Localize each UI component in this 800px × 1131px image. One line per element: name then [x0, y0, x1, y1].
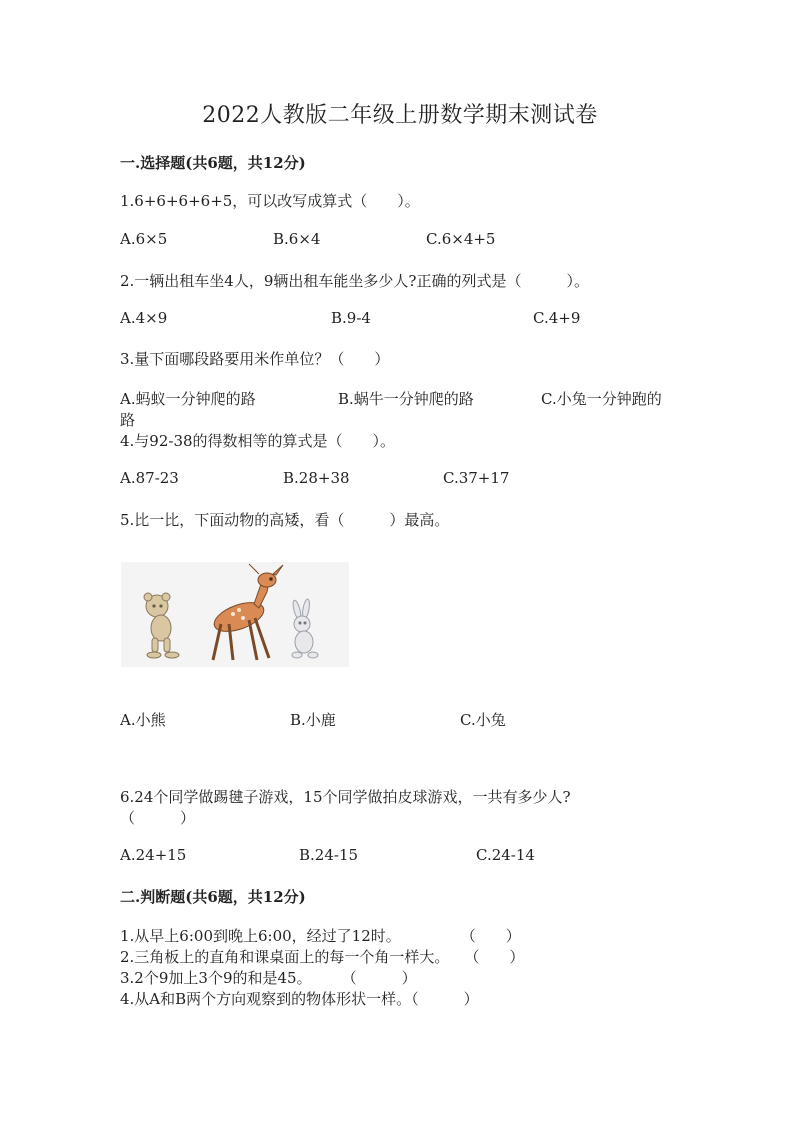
question-1: 1.6+6+6+6+5，可以改写成算式（ ）。 [120, 192, 420, 210]
q5-option-b: B.小鹿 [290, 711, 336, 729]
judgement-item-1: 1.从早上6:00到晚上6:00，经过了12时。 （ ） [120, 927, 521, 945]
q1-option-a: A.6×5 [120, 230, 168, 248]
animals-illustration [121, 562, 349, 667]
q2-option-b: B.9-4 [331, 309, 371, 327]
judgement-item-3: 3.2个9加上3个9的和是45。 （ ） [120, 969, 417, 987]
q3-option-a: A.蚂蚁一分钟爬的路 [120, 390, 256, 408]
q1-option-c: C.6×4+5 [426, 230, 496, 248]
judgement-item-2: 2.三角板上的直角和课桌面上的每一个角一样大。 （ ） [120, 948, 525, 966]
section-heading-choice: 一.选择题(共6题，共12分) [120, 154, 306, 172]
q4-option-b: B.28+38 [283, 469, 350, 487]
q3-option-c-wrap: 路 [120, 411, 136, 429]
question-6-answer-blank: （ ） [120, 809, 196, 827]
q5-option-a: A.小熊 [120, 711, 166, 729]
q1-option-b: B.6×4 [273, 230, 321, 248]
q3-option-b: B.蜗牛一分钟爬的路 [338, 390, 474, 408]
q4-option-c: C.37+17 [443, 469, 510, 487]
page-title: 2022人教版二年级上册数学期末测试卷 [202, 103, 598, 128]
q6-option-b: B.24-15 [299, 846, 359, 864]
deer-figure [210, 564, 283, 660]
q6-option-c: C.24-14 [476, 846, 535, 864]
question-3: 3.量下面哪段路要用米作单位？（ ） [120, 350, 390, 368]
question-6: 6.24个同学做踢毽子游戏，15个同学做拍皮球游戏，一共有多少人? [120, 788, 571, 806]
judgement-item-4: 4.从A和B两个方向观察到的物体形状一样。（ ） [120, 990, 479, 1008]
rabbit-figure [292, 599, 318, 658]
q2-option-c: C.4+9 [533, 309, 581, 327]
q2-option-a: A.4×9 [120, 309, 168, 327]
section-heading-judgement: 二.判断题(共6题，共12分) [120, 888, 306, 906]
q3-option-c: C.小兔一分钟跑的 [541, 390, 662, 408]
bear-figure [144, 593, 179, 658]
question-4: 4.与92-38的得数相等的算式是（ ）。 [120, 432, 396, 450]
q4-option-a: A.87-23 [120, 469, 179, 487]
q6-option-a: A.24+15 [120, 846, 187, 864]
question-2: 2.一辆出租车坐4人，9辆出租车能坐多少人?正确的列式是（ ）。 [120, 272, 589, 290]
q5-option-c: C.小兔 [460, 711, 506, 729]
question-5: 5.比一比，下面动物的高矮，看（ ）最高。 [120, 511, 450, 529]
